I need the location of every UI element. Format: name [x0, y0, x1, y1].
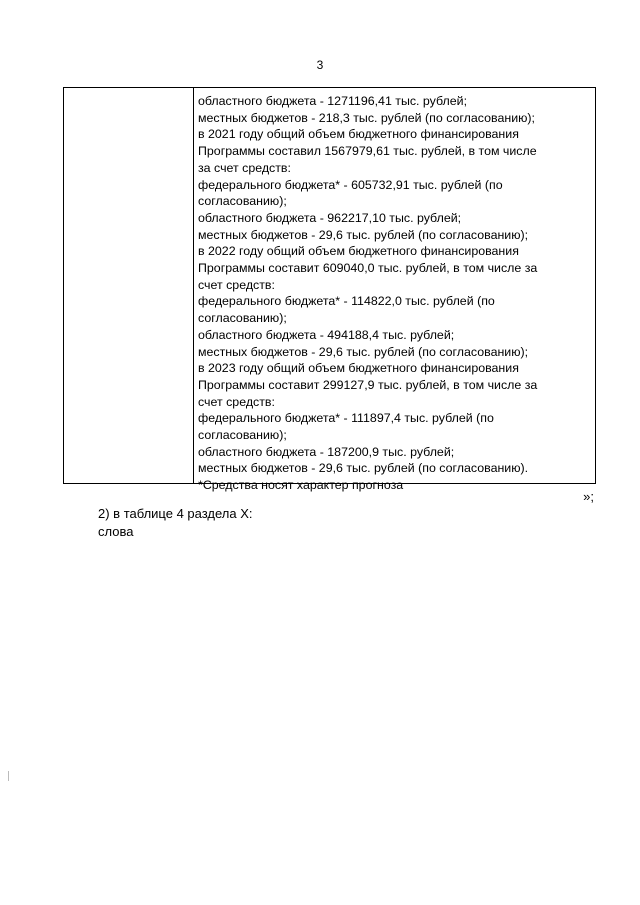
table-text-line: согласованию); [198, 428, 287, 443]
table-text-line: областного бюджета - 187200,9 тыс. рублей; [198, 444, 455, 459]
table-text-line: в 2022 году общий объем бюджетного финансирования [198, 244, 519, 259]
paragraph-words: слова [98, 524, 134, 539]
table-text-line: счет средств: [198, 394, 275, 409]
table-text-line: согласованию); [198, 194, 287, 209]
table-text-line: местных бюджетов - 218,3 тыс. рублей (по согласованию); [198, 110, 535, 125]
table-text-line: областного бюджета - 494188,4 тыс. рублей; [198, 327, 455, 342]
table-text-line: федерального бюджета* - 605732,91 тыс. рублей (по [198, 177, 503, 192]
table-text-line: в 2023 году общий объем бюджетного финансирования [198, 361, 519, 376]
scan-mark [8, 771, 9, 781]
table-text-line: местных бюджетов - 29,6 тыс. рублей (по согласованию); [198, 344, 529, 359]
paragraph-item-2: 2) в таблице 4 раздела X: [98, 506, 253, 521]
table-text-line: Программы составит 609040,0 тыс. рублей, в том числе за [198, 261, 538, 276]
table-text-line: счет средств: [198, 277, 275, 292]
table-text-line: согласованию); [198, 311, 287, 326]
table-text-line: местных бюджетов - 29,6 тыс. рублей (по согласованию). [198, 461, 529, 476]
table-text-line: областного бюджета - 1271196,41 тыс. рублей; [198, 94, 468, 108]
table-text-line: федерального бюджета* - 114822,0 тыс. рублей (по [198, 294, 495, 309]
table-text-line: Программы составит 299127,9 тыс. рублей, в том числе за [198, 377, 538, 392]
funding-table [63, 87, 596, 493]
table-text-line: *Средства носят характер прогноза [198, 478, 404, 493]
table-cell-right [194, 88, 595, 493]
table-text-line: Программы составил 1567979,61 тыс. рублей, в том числе [198, 144, 537, 159]
closing-quote: »; [583, 489, 594, 504]
table-text-line: в 2021 году общий объем бюджетного финансирования [198, 127, 519, 142]
table-text-line: областного бюджета - 962217,10 тыс. рублей; [198, 210, 462, 225]
table-cell-left [64, 88, 194, 483]
table-text-line: федерального бюджета* - 111897,4 тыс. рублей (по [198, 411, 494, 426]
page-number: 3 [316, 58, 324, 72]
table-text-line: за счет средств: [198, 160, 291, 175]
table-text-line: местных бюджетов - 29,6 тыс. рублей (по согласованию); [198, 227, 529, 242]
